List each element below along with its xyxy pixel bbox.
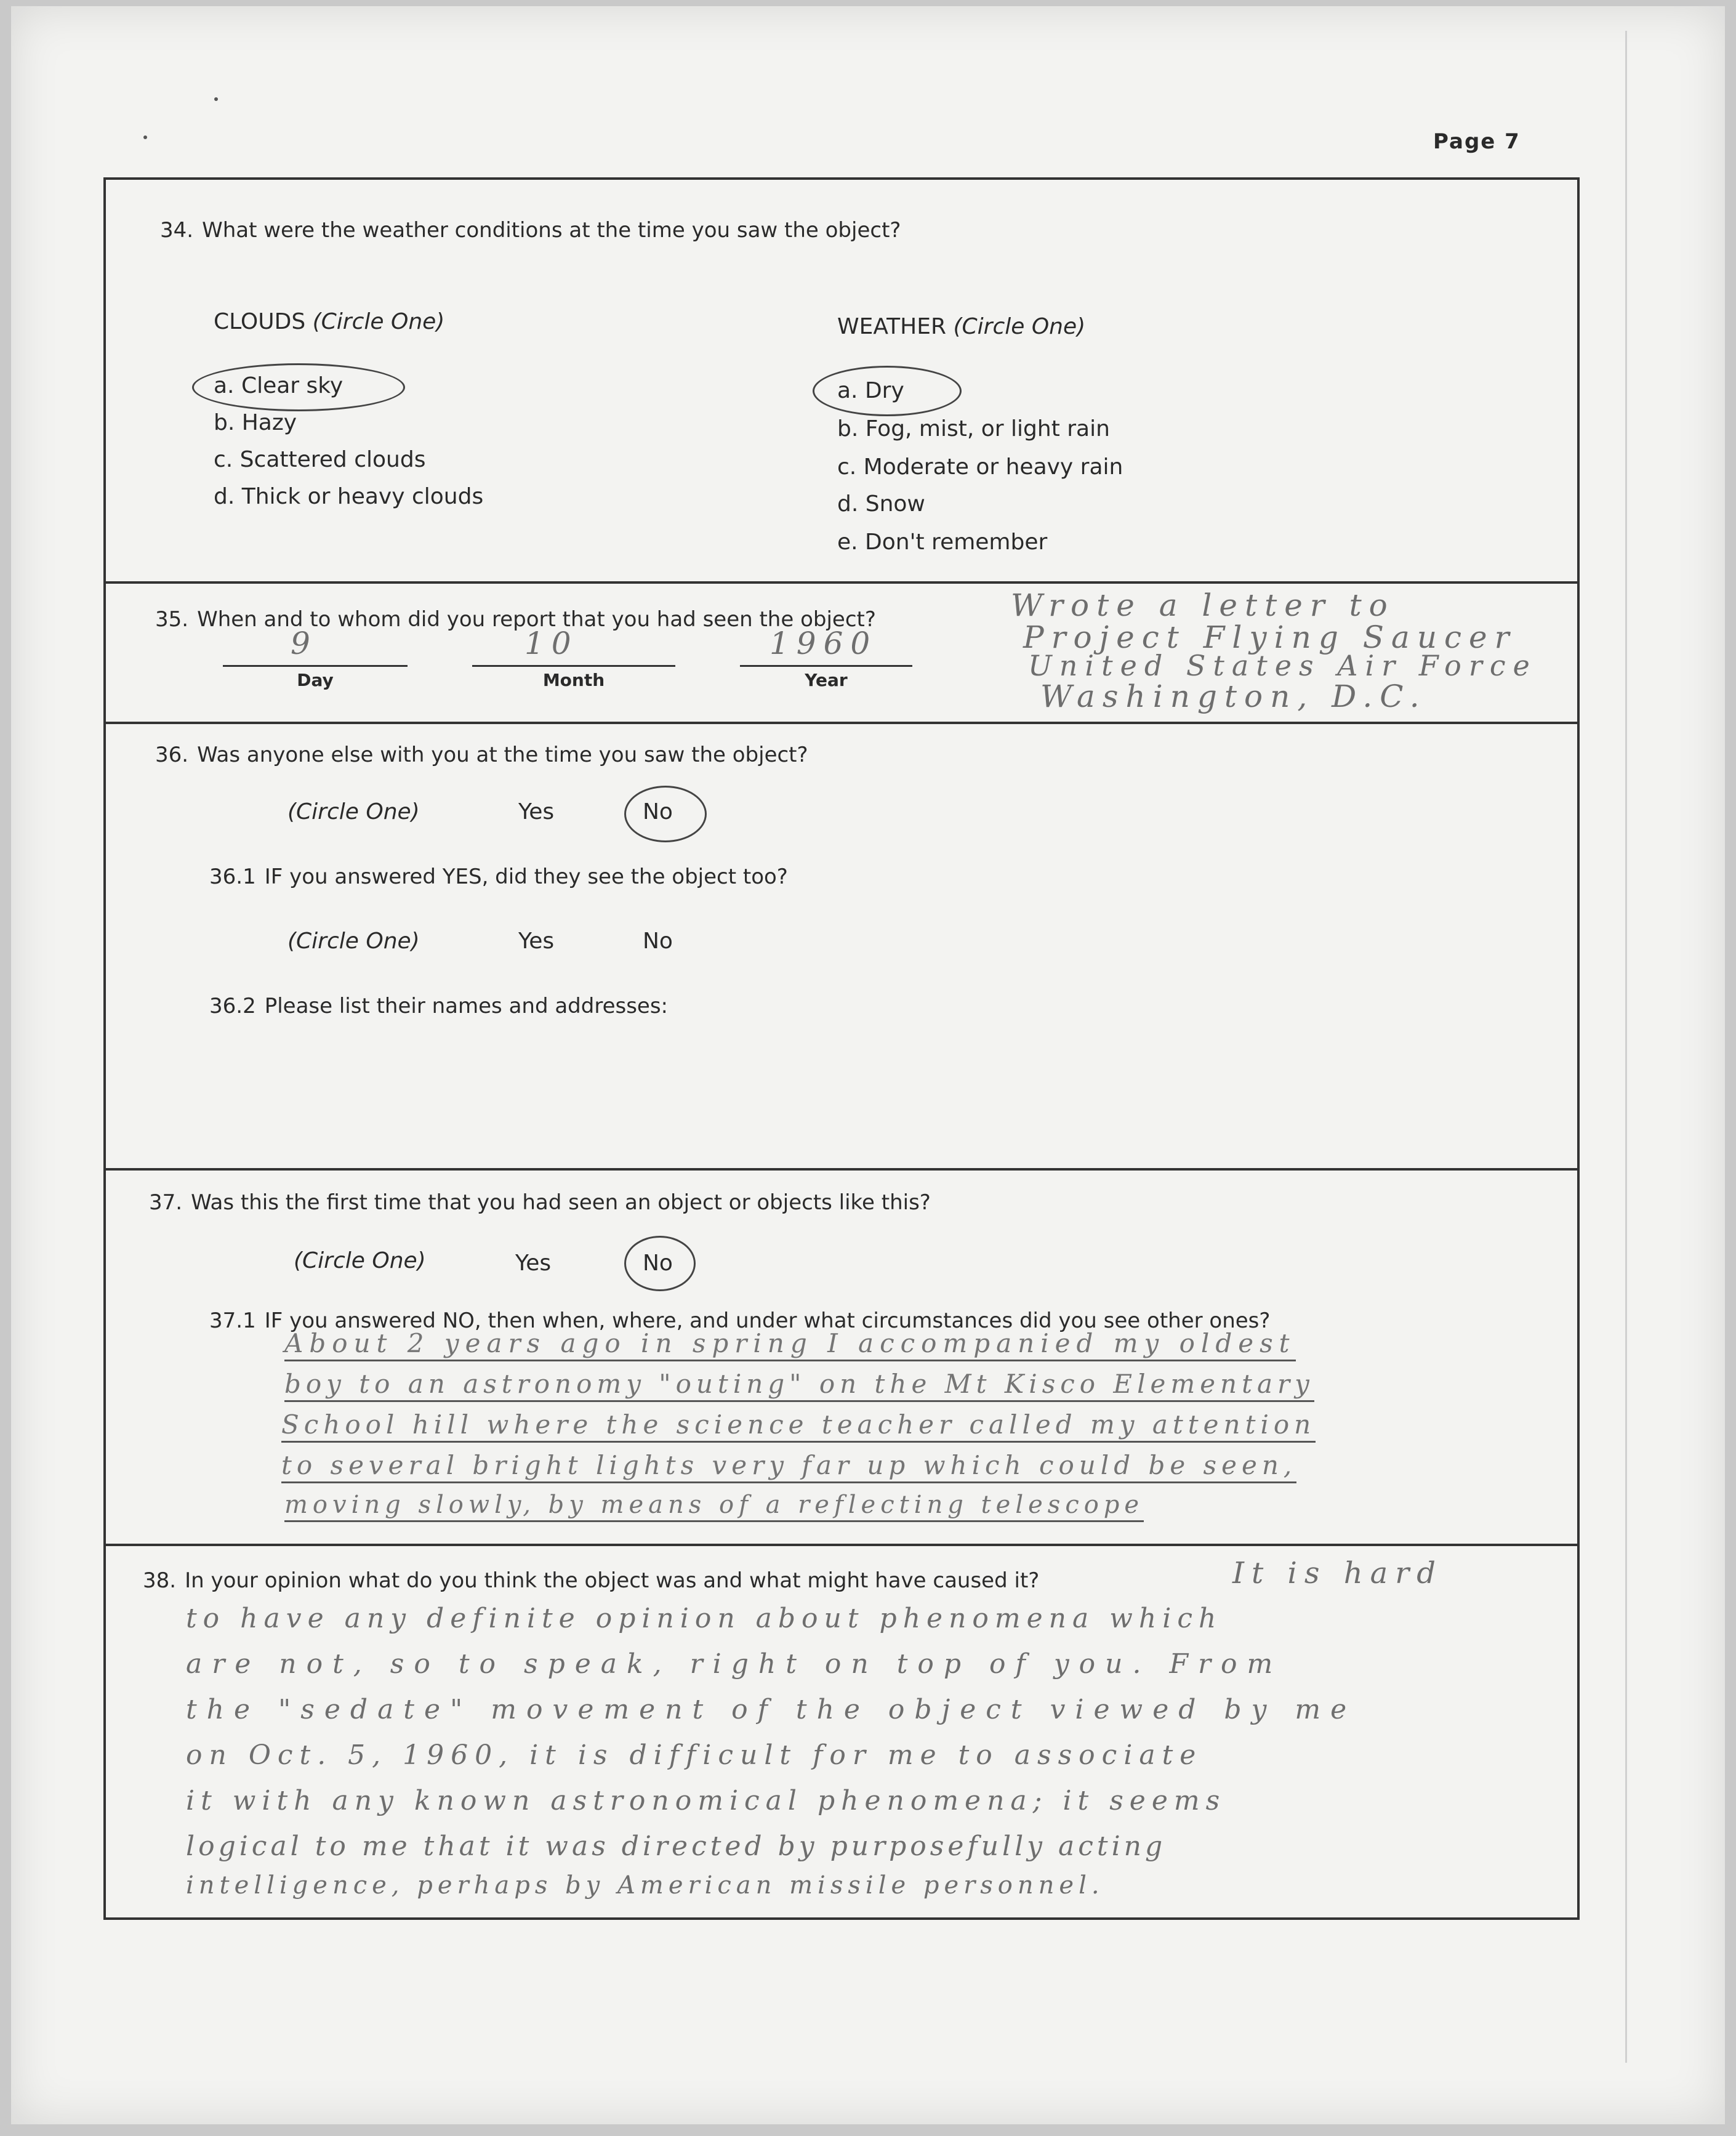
day-value: 9: [291, 626, 318, 661]
clouds-option-b[interactable]: b. Hazy: [214, 410, 297, 435]
q38-handwritten-start: It is hard: [1232, 1556, 1443, 1590]
question-36-1: 36.1 IF you answered YES, did they see the object too?: [209, 864, 788, 889]
q38-handwritten-line: on Oct. 5, 1960, it is difficult for me to associate: [186, 1739, 1203, 1771]
q38-handwritten-line: logical to me that it was directed by purposefully acting: [186, 1831, 1167, 1862]
day-blank[interactable]: [223, 665, 408, 667]
answer-circle: [624, 1236, 696, 1291]
speck: [143, 135, 147, 139]
year-label: Year: [805, 670, 848, 690]
question-36: 36. Was anyone else with you at the time you saw the object?: [155, 743, 808, 767]
q371-handwritten-line: boy to an astronomy "outing" on the Mt Kisco Elementary: [284, 1369, 1314, 1402]
question-34: 34. What were the weather conditions at the time you saw the object?: [160, 218, 901, 243]
q371-handwritten-line: About 2 years ago in spring I accompanied my oldest: [284, 1328, 1296, 1361]
question-37: 37. Was this the first time that you had seen an object or objects like this?: [149, 1190, 931, 1215]
question-35: 35. When and to whom did you report that you had seen the object?: [155, 607, 876, 632]
weather-option-a[interactable]: a. Dry: [837, 378, 904, 403]
weather-option-b[interactable]: b. Fog, mist, or light rain: [837, 416, 1110, 441]
q37-circle-note: (Circle One): [294, 1248, 426, 1273]
clouds-option-d[interactable]: d. Thick or heavy clouds: [214, 484, 484, 509]
month-blank[interactable]: [472, 665, 675, 667]
q38-handwritten-line: the "sedate" movement of the object viewed by me: [186, 1694, 1357, 1725]
question-34-section: [106, 180, 1577, 584]
q38-handwritten-line: it with any known astronomical phenomena; it seems: [186, 1785, 1226, 1816]
question-35-section: [106, 581, 1577, 724]
q37-no-option[interactable]: No: [643, 1251, 673, 1276]
q361-circle-note: (Circle One): [287, 929, 420, 954]
question-38-section: [106, 1544, 1577, 1915]
report-handwritten-line: Project Flying Saucer: [1023, 619, 1517, 655]
day-label: Day: [297, 670, 334, 690]
q37-yes-option[interactable]: Yes: [515, 1251, 552, 1276]
report-handwritten-line: Wrote a letter to: [1011, 587, 1395, 623]
page-number: Page 7: [1433, 129, 1521, 154]
answer-circle: [624, 786, 707, 842]
clouds-option-c[interactable]: c. Scattered clouds: [214, 447, 426, 472]
q361-no-option[interactable]: No: [643, 929, 673, 954]
page-edge-line: [1625, 31, 1627, 2063]
question-37-1: 37.1 IF you answered NO, then when, where, and under what circumstances did you see other ones?: [209, 1308, 1271, 1333]
q371-handwritten-line: to several bright lights very far up which could be seen,: [281, 1450, 1296, 1483]
month-value: 10: [524, 626, 579, 661]
weather-option-d[interactable]: d. Snow: [837, 491, 925, 517]
q371-handwritten-line: moving slowly, by means of a reflecting telescope: [284, 1491, 1144, 1522]
q36-yes-option[interactable]: Yes: [518, 799, 555, 824]
q36-circle-note: (Circle One): [287, 799, 420, 824]
question-38: 38. In your opinion what do you think the object was and what might have caused it?: [143, 1568, 1040, 1593]
report-handwritten-line: United States Air Force: [1028, 649, 1537, 682]
q38-handwritten-line: to have any definite opinion about phenomena which: [186, 1603, 1223, 1634]
answer-circle: [813, 366, 962, 416]
q371-handwritten-line: School hill where the science teacher called my attention: [281, 1409, 1316, 1443]
clouds-heading: CLOUDS (Circle One): [214, 309, 445, 334]
form-page: [11, 6, 1725, 2124]
questionnaire-form: [103, 177, 1580, 1920]
month-label: Month: [542, 670, 605, 690]
weather-option-c[interactable]: c. Moderate or heavy rain: [837, 454, 1123, 480]
weather-option-e[interactable]: e. Don't remember: [837, 530, 1048, 555]
weather-heading: WEATHER (Circle One): [837, 314, 1086, 339]
question-37-section: [106, 1168, 1577, 1546]
q38-handwritten-line: are not, so to speak, right on top of you. From: [186, 1648, 1283, 1680]
q361-yes-option[interactable]: Yes: [518, 929, 555, 954]
report-handwritten-line: Washington, D.C.: [1040, 679, 1427, 714]
question-36-section: [106, 722, 1577, 1171]
speck: [214, 97, 218, 101]
clouds-option-a[interactable]: a. Clear sky: [214, 373, 344, 398]
question-36-2: 36.2 Please list their names and addresses:: [209, 994, 668, 1018]
q38-handwritten-line: intelligence, perhaps by American missile personnel.: [186, 1871, 1104, 1900]
q36-no-option[interactable]: No: [643, 799, 673, 824]
answer-circle: [192, 363, 405, 411]
year-value: 1960: [770, 626, 878, 661]
year-blank[interactable]: [740, 665, 912, 667]
